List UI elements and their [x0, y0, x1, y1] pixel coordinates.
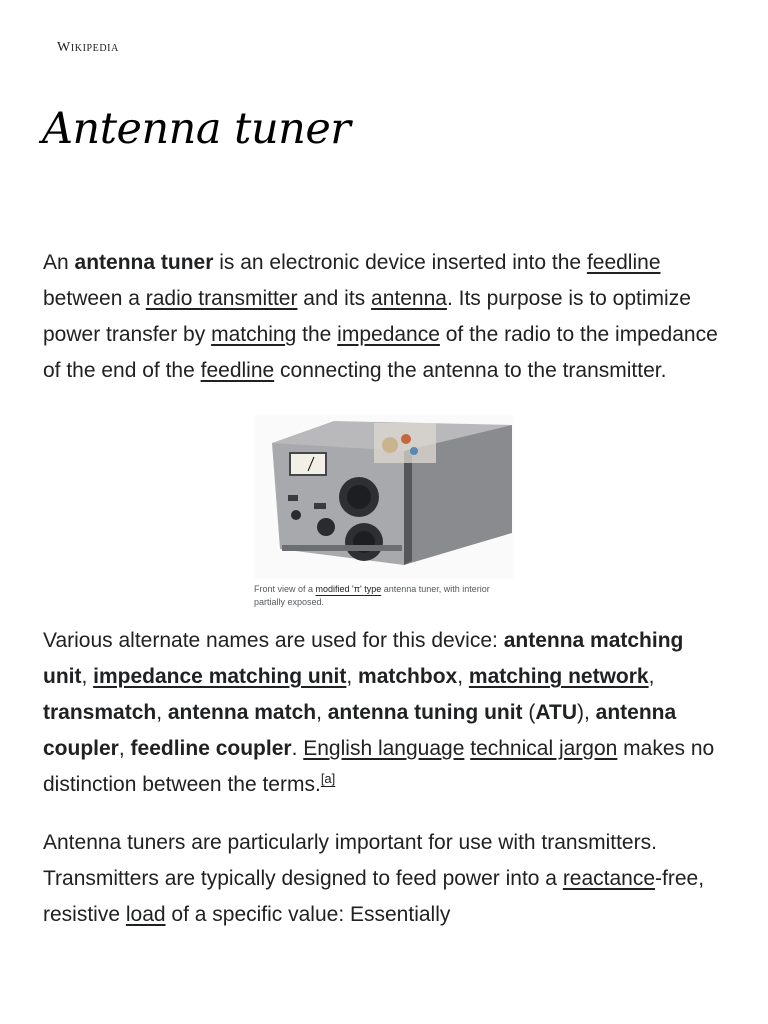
caption-text: antenna tuner, with interior partially exposed. [254, 584, 490, 607]
term-antenna-matching-unit: antenna matching unit [43, 629, 684, 688]
article-body [43, 245, 733, 933]
separator: . [291, 737, 304, 760]
wikipedia-wordmark[interactable]: Wikipedia [57, 40, 119, 55]
link-feedline-2[interactable]: feedline [200, 359, 275, 382]
names-text: Various alternate names are used for this device: [43, 629, 504, 652]
link-technical-jargon[interactable]: technical jargon [470, 737, 618, 760]
intro-paragraph [43, 245, 733, 389]
intro-text: and its [297, 287, 372, 310]
link-feedline[interactable]: feedline [586, 251, 661, 274]
footnote-a[interactable] [321, 771, 335, 786]
link-radio-transmitter[interactable]: radio transmitter [145, 287, 298, 310]
intro-text: of the radio to the impedance of the end of the [43, 323, 718, 382]
link-matching-network[interactable] [469, 665, 649, 688]
intro-text: is an electronic device inserted into the [213, 251, 587, 274]
link-reactance[interactable]: reactance [562, 867, 656, 890]
intro-text: between a [43, 287, 146, 310]
intro-text: the [296, 323, 338, 346]
term-antenna-tuner: antenna tuner [74, 251, 214, 274]
reactance-text: of a specific value: Essentially [165, 903, 451, 926]
link-antenna[interactable]: antenna [371, 287, 447, 310]
reactance-paragraph [43, 825, 733, 933]
term-atu: ATU [535, 701, 577, 724]
reactance-text: Antenna tuners are particularly important for use with transmitters. Transmitters are typically designed to feed power into a [43, 831, 657, 890]
term-antenna-match: antenna match [167, 701, 317, 724]
intro-text: . Its purpose is to optimize power transfer by [43, 287, 691, 346]
caption-text: Front view of a [254, 584, 316, 594]
antenna-tuner-image[interactable] [254, 415, 514, 579]
reactance-text: -free, resistive [43, 867, 705, 926]
link-impedance-matching-unit-label: impedance matching unit [93, 665, 347, 688]
link-modified-pi-type[interactable]: modified 'π' type [315, 584, 382, 594]
intro-text: An [43, 251, 75, 274]
separator: , [118, 737, 131, 760]
separator: , [81, 665, 94, 688]
figure-caption [254, 583, 514, 609]
term-antenna-coupler: antenna coupler [43, 701, 677, 760]
link-impedance-matching-unit[interactable] [93, 665, 346, 688]
link-matching-network-label: matching network [468, 665, 649, 688]
footnote-a-link[interactable]: [a] [320, 771, 336, 786]
separator: , [457, 665, 469, 688]
names-text: makes no distinction between the terms. [43, 737, 715, 796]
link-impedance[interactable]: impedance [337, 323, 440, 346]
figure [254, 415, 554, 609]
term-feedline-coupler: feedline coupler [130, 737, 292, 760]
separator: , [346, 665, 359, 688]
term-transmatch: transmatch [43, 701, 157, 724]
term-antenna-tuning-unit: antenna tuning unit [327, 701, 523, 724]
separator: , [156, 701, 168, 724]
link-english-language[interactable]: English language [303, 737, 465, 760]
separator: ), [577, 701, 596, 724]
separator: , [316, 701, 328, 724]
link-matching[interactable]: matching [211, 323, 297, 346]
names-paragraph [43, 623, 733, 803]
link-load[interactable]: load [125, 903, 166, 926]
separator: ( [522, 701, 536, 724]
term-matchbox: matchbox [358, 665, 458, 688]
intro-text: connecting the antenna to the transmitter. [274, 359, 667, 382]
page-title: Antenna tuner [42, 104, 351, 154]
separator: , [648, 665, 655, 688]
